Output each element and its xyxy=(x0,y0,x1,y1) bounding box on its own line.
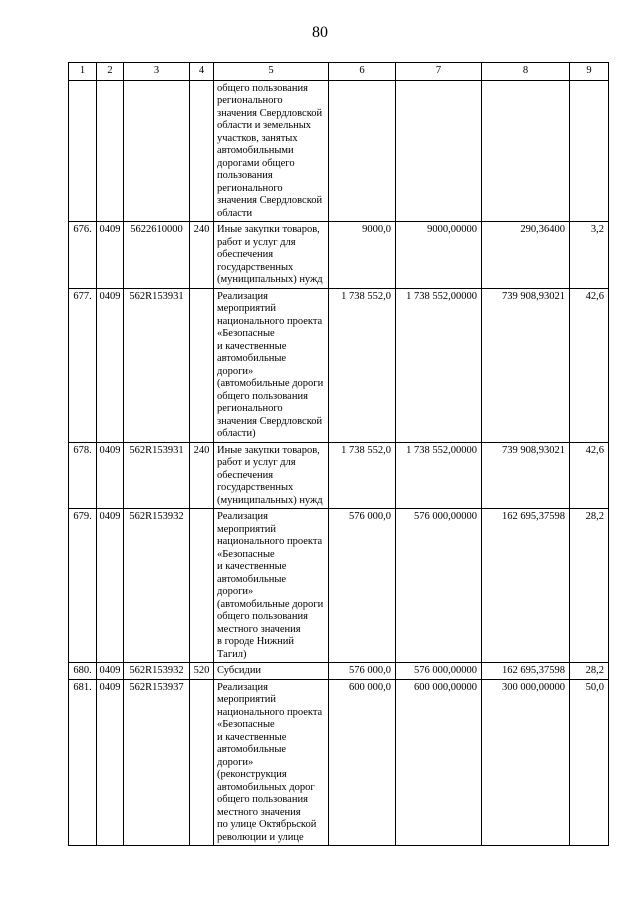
execution-percent: 50,0 xyxy=(570,679,609,846)
expense-type-code xyxy=(190,288,214,442)
column-header: 4 xyxy=(190,63,214,81)
row-number: 678. xyxy=(69,442,97,509)
section-code xyxy=(97,80,124,222)
table-row xyxy=(69,663,609,680)
expense-name: Субсидии xyxy=(214,663,329,680)
section-code: 0409 xyxy=(97,509,124,663)
expense-type-code xyxy=(190,509,214,663)
expense-type-code: 240 xyxy=(190,222,214,289)
table-header-row xyxy=(69,63,609,81)
column-header: 7 xyxy=(396,63,482,81)
target-code: 562R153937 xyxy=(124,679,190,846)
execution-percent: 28,2 xyxy=(570,509,609,663)
table-row xyxy=(69,679,609,846)
page-number: 80 xyxy=(312,24,328,41)
row-number xyxy=(69,80,97,222)
expense-type-code: 520 xyxy=(190,663,214,680)
approved-amount: 1 738 552,00000 xyxy=(396,442,482,509)
column-header: 9 xyxy=(570,63,609,81)
execution-percent: 28,2 xyxy=(570,663,609,680)
target-code: 562R153931 xyxy=(124,288,190,442)
table-row xyxy=(69,509,609,663)
column-header: 5 xyxy=(214,63,329,81)
section-code: 0409 xyxy=(97,663,124,680)
budget-table xyxy=(68,62,609,846)
section-code: 0409 xyxy=(97,442,124,509)
expense-name: Реализация мероприятий национального проекта «Безопасные и качественные автомобильные дороги» (автомобильные дороги общего пользования регионального значения Свердловской области) xyxy=(214,288,329,442)
column-header: 6 xyxy=(329,63,396,81)
executed-amount: 162 695,37598 xyxy=(482,509,570,663)
executed-amount: 290,36400 xyxy=(482,222,570,289)
execution-percent: 42,6 xyxy=(570,442,609,509)
target-code: 562R153932 xyxy=(124,509,190,663)
approved-amount: 1 738 552,00000 xyxy=(396,288,482,442)
expense-type-code xyxy=(190,80,214,222)
column-header: 8 xyxy=(482,63,570,81)
expense-type-code: 240 xyxy=(190,442,214,509)
section-code: 0409 xyxy=(97,222,124,289)
planned-amount: 1 738 552,0 xyxy=(329,288,396,442)
expense-name: Иные закупки товаров, работ и услуг для обеспечения государственных (муниципальных) нужд xyxy=(214,222,329,289)
row-number: 679. xyxy=(69,509,97,663)
target-code: 562R153931 xyxy=(124,442,190,509)
target-code: 5622610000 xyxy=(124,222,190,289)
expense-type-code xyxy=(190,679,214,846)
planned-amount: 600 000,0 xyxy=(329,679,396,846)
table-row xyxy=(69,222,609,289)
approved-amount: 576 000,00000 xyxy=(396,663,482,680)
section-code: 0409 xyxy=(97,288,124,442)
table-row xyxy=(69,442,609,509)
planned-amount: 576 000,0 xyxy=(329,509,396,663)
column-header: 1 xyxy=(69,63,97,81)
row-number: 676. xyxy=(69,222,97,289)
row-number: 677. xyxy=(69,288,97,442)
executed-amount: 739 908,93021 xyxy=(482,442,570,509)
expense-name: Реализация мероприятий национального проекта «Безопасные и качественные автомобильные дороги» (реконструкция автомобильных дорог общего пользования местного значения по улице Октябрьской революции и улице xyxy=(214,679,329,846)
expense-name: Иные закупки товаров, работ и услуг для обеспечения государственных (муниципальных) нужд xyxy=(214,442,329,509)
column-header: 2 xyxy=(97,63,124,81)
row-number: 680. xyxy=(69,663,97,680)
executed-amount: 300 000,00000 xyxy=(482,679,570,846)
planned-amount xyxy=(329,80,396,222)
table-row xyxy=(69,80,609,222)
target-code xyxy=(124,80,190,222)
approved-amount: 600 000,00000 xyxy=(396,679,482,846)
approved-amount xyxy=(396,80,482,222)
target-code: 562R153932 xyxy=(124,663,190,680)
executed-amount: 162 695,37598 xyxy=(482,663,570,680)
expense-name: общего пользования регионального значения Свердловской области и земельных участков, занятых автомобильными дорогами общего пользования регионального значения Свердловской области xyxy=(214,80,329,222)
planned-amount: 576 000,0 xyxy=(329,663,396,680)
executed-amount: 739 908,93021 xyxy=(482,288,570,442)
planned-amount: 9000,0 xyxy=(329,222,396,289)
expense-name: Реализация мероприятий национального проекта «Безопасные и качественные автомобильные дороги» (автомобильные дороги общего пользования местного значения в городе Нижний Тагил) xyxy=(214,509,329,663)
approved-amount: 9000,00000 xyxy=(396,222,482,289)
table-row xyxy=(69,288,609,442)
column-header: 3 xyxy=(124,63,190,81)
execution-percent: 3,2 xyxy=(570,222,609,289)
execution-percent: 42,6 xyxy=(570,288,609,442)
approved-amount: 576 000,00000 xyxy=(396,509,482,663)
execution-percent xyxy=(570,80,609,222)
row-number: 681. xyxy=(69,679,97,846)
executed-amount xyxy=(482,80,570,222)
planned-amount: 1 738 552,0 xyxy=(329,442,396,509)
section-code: 0409 xyxy=(97,679,124,846)
